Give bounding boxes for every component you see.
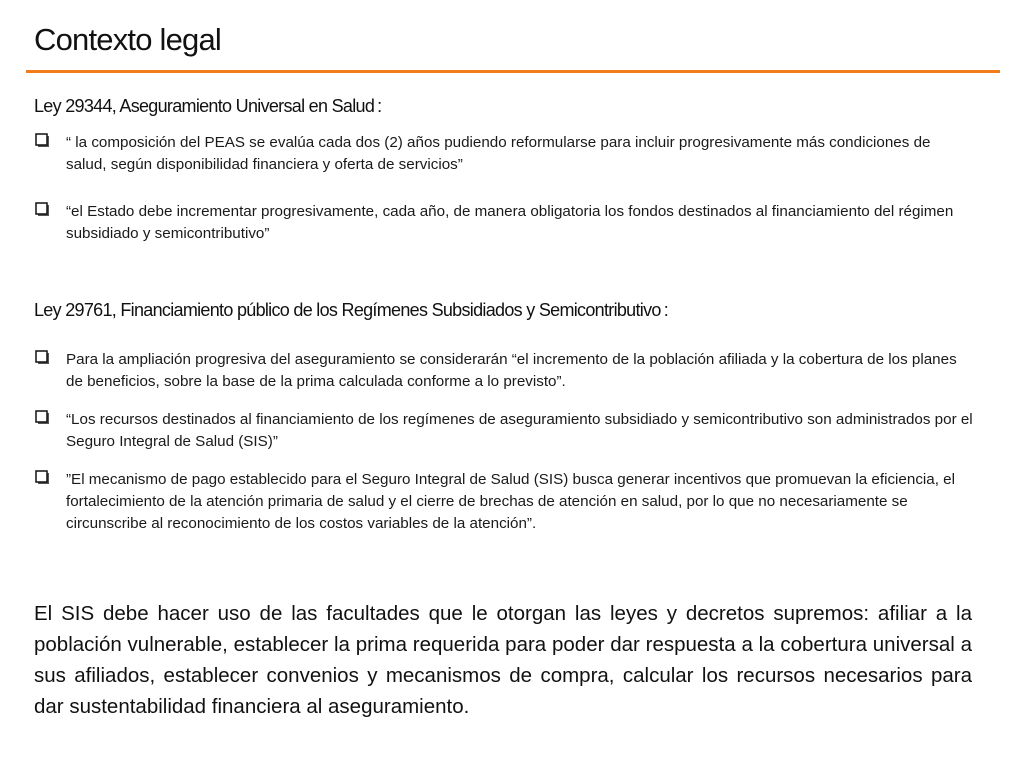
checkbox-square-icon (34, 469, 52, 487)
bullet-text: ”El mecanismo de pago establecido para el Seguro Integral de Salud (SIS) busca generar incentivos que promuevan la eficiencia, el fortalecimiento de la atención primaria de salud y el cierre de brechas de atención en salud, por lo que no necesariamente se circunscribe al reconocimiento de los costos variables de la atención”. (66, 471, 955, 532)
section-heading-text: Ley 29344, Aseguramiento Universal en Salud (34, 96, 375, 116)
checkbox-square-icon (34, 201, 52, 219)
checkbox-square-icon (34, 409, 52, 427)
bullet-text: “Los recursos destinados al financiamiento de los regímenes de aseguramiento subsidiado y semicontributivo son administrados por el Seguro Integral de Salud (SIS)” (66, 411, 973, 450)
bullet-item (34, 201, 974, 245)
title-divider (26, 70, 1000, 73)
bullet-item (34, 469, 974, 535)
checkbox-square-icon (34, 132, 52, 150)
bullet-text: Para la ampliación progresiva del aseguramiento se considerarán “el incremento de la población afiliada y la cobertura de los planes de beneficios, sobre la base de la prima calculada conforme a lo previsto”. (66, 351, 957, 390)
section-heading-ley-29344 (34, 96, 381, 117)
section-heading-ley-29761 (34, 300, 668, 321)
section-heading-colon: : (663, 300, 669, 320)
bullet-item (34, 349, 974, 393)
section-heading-text: Ley 29761, Financiamiento público de los Regímenes Subsidiados y Semicontributivo (34, 300, 661, 320)
conclusion-paragraph: El SIS debe hacer uso de las facultades que le otorgan las leyes y decretos supremos: afiliar a la población vulnerable, establecer la prima requerida para poder dar respuesta a la cobertura universal a sus afiliados, establecer convenios y mecanismos de compra, calcular los recursos necesarios para dar sustentabilidad financiera al aseguramiento. (34, 602, 972, 718)
bullet-item (34, 132, 974, 176)
section-heading-colon: : (377, 96, 382, 116)
checkbox-square-icon (34, 349, 52, 367)
bullet-text: “ la composición del PEAS se evalúa cada dos (2) años pudiendo reformularse para incluir progresivamente más condiciones de salud, según disponibilidad financiera y oferta de servicios” (66, 134, 931, 173)
slide-title: Contexto legal (34, 22, 221, 57)
bullet-text: “el Estado debe incrementar progresivamente, cada año, de manera obligatoria los fondos destinados al financiamiento del régimen subsidiado y semicontributivo” (66, 203, 954, 242)
bullet-item (34, 409, 974, 453)
